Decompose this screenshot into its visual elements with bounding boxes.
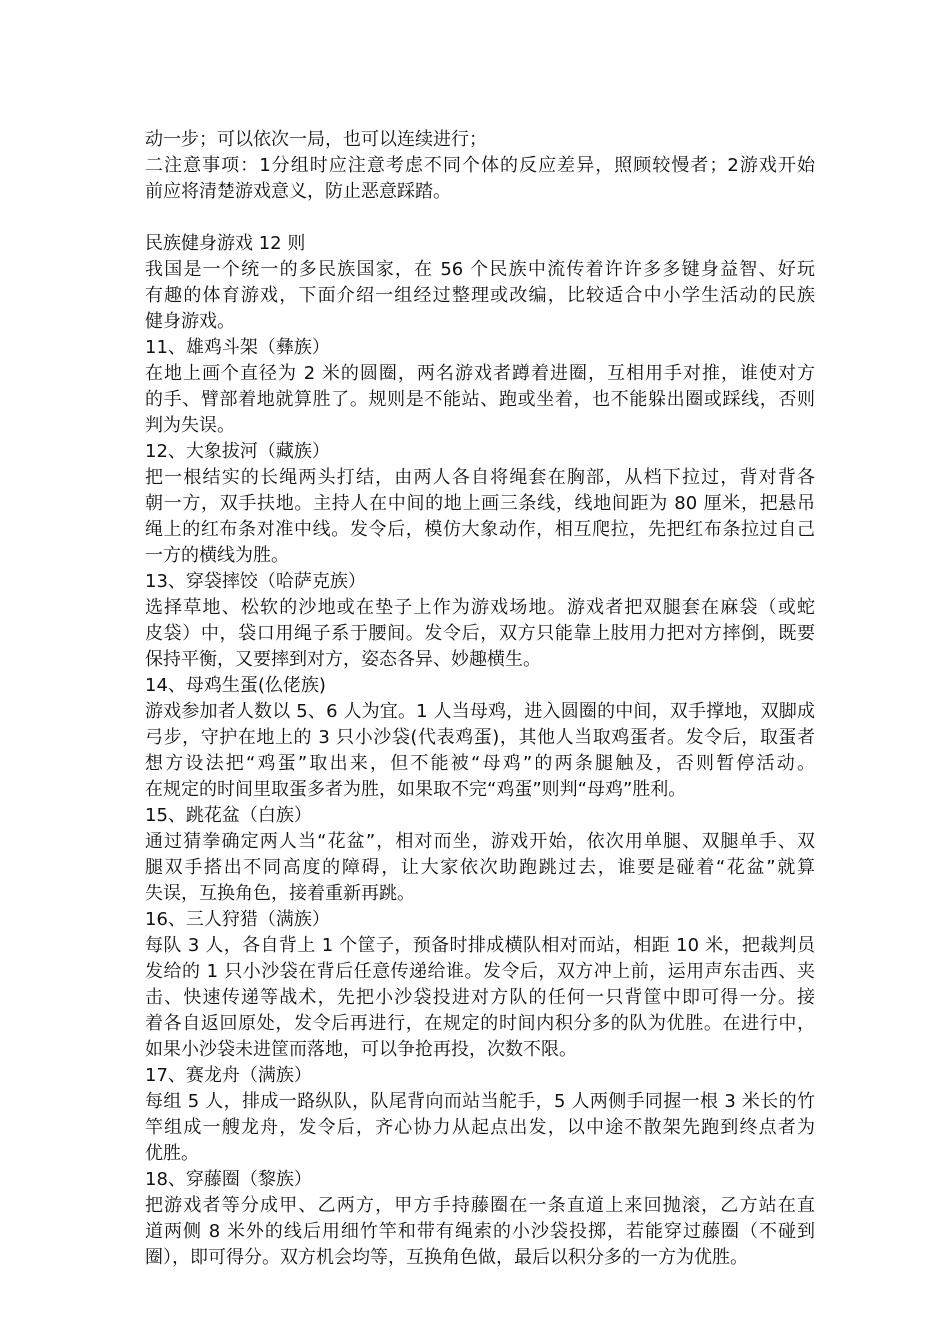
document-page (145, 127, 815, 1271)
game-title: 18、穿藤圈（黎族） (145, 1169, 312, 1190)
section-title: 民族健身游戏 12 则 (145, 233, 306, 254)
intro-line-3: 前应将清楚游戏意义，防止恶意踩踏。 (145, 181, 451, 202)
game-title: 11、雄鸡斗架（彝族） (145, 337, 330, 358)
game-text-line: 朝一方，双手扶地。主持人在中间的地上画三条线，线地间距为 80 厘米，把悬吊 (145, 493, 815, 514)
intro-line-1: 动一步；可以依次一局，也可以连续进行； (145, 129, 487, 150)
game-text-line: 保持平衡，又要摔到对方，姿态各异、妙趣横生。 (145, 649, 541, 670)
game-text-line: 把一根结实的长绳两头打结，由两人各自将绳套在胸部，从档下拉过，背对背各 (145, 467, 815, 488)
game-text-line: 道两侧 8 米外的线后用细竹竿和带有绳索的小沙袋投掷，若能穿过藤圈（不碰到 (145, 1221, 815, 1242)
game-text-line: 着各自返回原处，发令后再进行，在规定的时间内积分多的队为优胜。在进行中， (145, 1013, 815, 1034)
game-text-line: 击、快速传递等战术，先把小沙袋投进对方队的任何一只背筐中即可得一分。接 (145, 987, 815, 1008)
paragraph-gap (145, 205, 815, 231)
game-title: 13、穿袋摔饺（哈萨克族） (145, 571, 366, 592)
game-text-line: 失误，互换角色，接着重新再跳。 (145, 883, 415, 904)
game-text-line: 判为失误。 (145, 415, 235, 436)
game-text-line: 在规定的时间里取蛋多者为胜，如果取不完“鸡蛋”则判“母鸡”胜利。 (145, 779, 687, 800)
game-text-line: 把游戏者等分成甲、乙两方，甲方手持藤圈在一条直道上来回抛滚，乙方站在直 (145, 1195, 815, 1216)
game-title: 15、跳花盆（白族） (145, 805, 312, 826)
game-text-line: 绳上的红布条对准中线。发令后，模仿大象动作，相互爬拉，先把红布条拉过自己 (145, 519, 815, 540)
game-text-line: 游戏参加者人数以 5、6 人为宜。1 人当母鸡，进入圆圈的中间，双手撑地，双脚成 (145, 701, 815, 722)
game-text-line: 弓步，守护在地上的 3 只小沙袋(代表鸡蛋)，其他人当取鸡蛋者。发令后，取蛋者 (145, 727, 815, 748)
game-text-line: 每队 3 人，各自背上 1 个筐子，预备时排成横队相对而站，相距 10 米，把裁判员 (145, 935, 815, 956)
game-text-line: 选择草地、松软的沙地或在垫子上作为游戏场地。游戏者把双腿套在麻袋（或蛇 (145, 597, 815, 618)
game-text-line: 想方设法把“鸡蛋”取出来，但不能被“母鸡”的两条腿触及，否则暂停活动。 (145, 753, 815, 774)
game-text-line: 每组 5 人，排成一路纵队，队尾背向而站当舵手，5 人两侧手同握一根 3 米长的竹 (145, 1091, 815, 1112)
game-text-line: 圈），即可得分。双方机会均等，互换角色做，最后以积分多的一方为优胜。 (145, 1247, 748, 1268)
game-text-line: 发给的 1 只小沙袋在背后任意传递给谁。发令后，双方冲上前，运用声东击西、夹 (145, 961, 815, 982)
game-text-line: 如果小沙袋未进筐而落地，可以争抢再投，次数不限。 (145, 1039, 577, 1060)
game-text-line: 一方的横线为胜。 (145, 545, 289, 566)
game-title: 12、大象拔河（藏族） (145, 441, 330, 462)
section-intro-line-3: 健身游戏。 (145, 311, 235, 332)
game-text-line: 竿组成一艘龙舟，发令后，齐心协力从起点出发，以中途不散架先跑到终点者为 (145, 1117, 815, 1138)
game-title: 17、赛龙舟（满族） (145, 1065, 312, 1086)
game-title: 16、三人狩猎（满族） (145, 909, 330, 930)
game-text-line: 的手、臂部着地就算胜了。规则是不能站、跑或坐着，也不能躲出圈或踩线，否则 (145, 389, 815, 410)
intro-line-2: 二注意事项：1分组时应注意考虑不同个体的反应差异，照顾较慢者；2游戏开始 (145, 155, 815, 176)
game-text-line: 腿双手搭出不同高度的障碍，让大家依次助跑跳过去，谁要是碰着“花盆”就算 (145, 857, 815, 878)
game-text-line: 优胜。 (145, 1143, 199, 1164)
game-text-line: 皮袋）中，袋口用绳子系于腰间。发令后，双方只能靠上肢用力把对方摔倒，既要 (145, 623, 815, 644)
game-text-line: 在地上画个直径为 2 米的圆圈，两名游戏者蹲着进圈，互相用手对推，谁使对方 (145, 363, 815, 384)
section-intro-line-2: 有趣的体育游戏，下面介绍一组经过整理或改编，比较适合中小学生活动的民族 (145, 285, 815, 306)
game-text-line: 通过猜拳确定两人当“花盆”，相对而坐，游戏开始，依次用单腿、双腿单手、双 (145, 831, 815, 852)
section-intro-line-1: 我国是一个统一的多民族国家，在 56 个民族中流传着许许多多键身益智、好玩 (145, 259, 815, 280)
game-title: 14、母鸡生蛋(仫佬族) (145, 675, 326, 696)
